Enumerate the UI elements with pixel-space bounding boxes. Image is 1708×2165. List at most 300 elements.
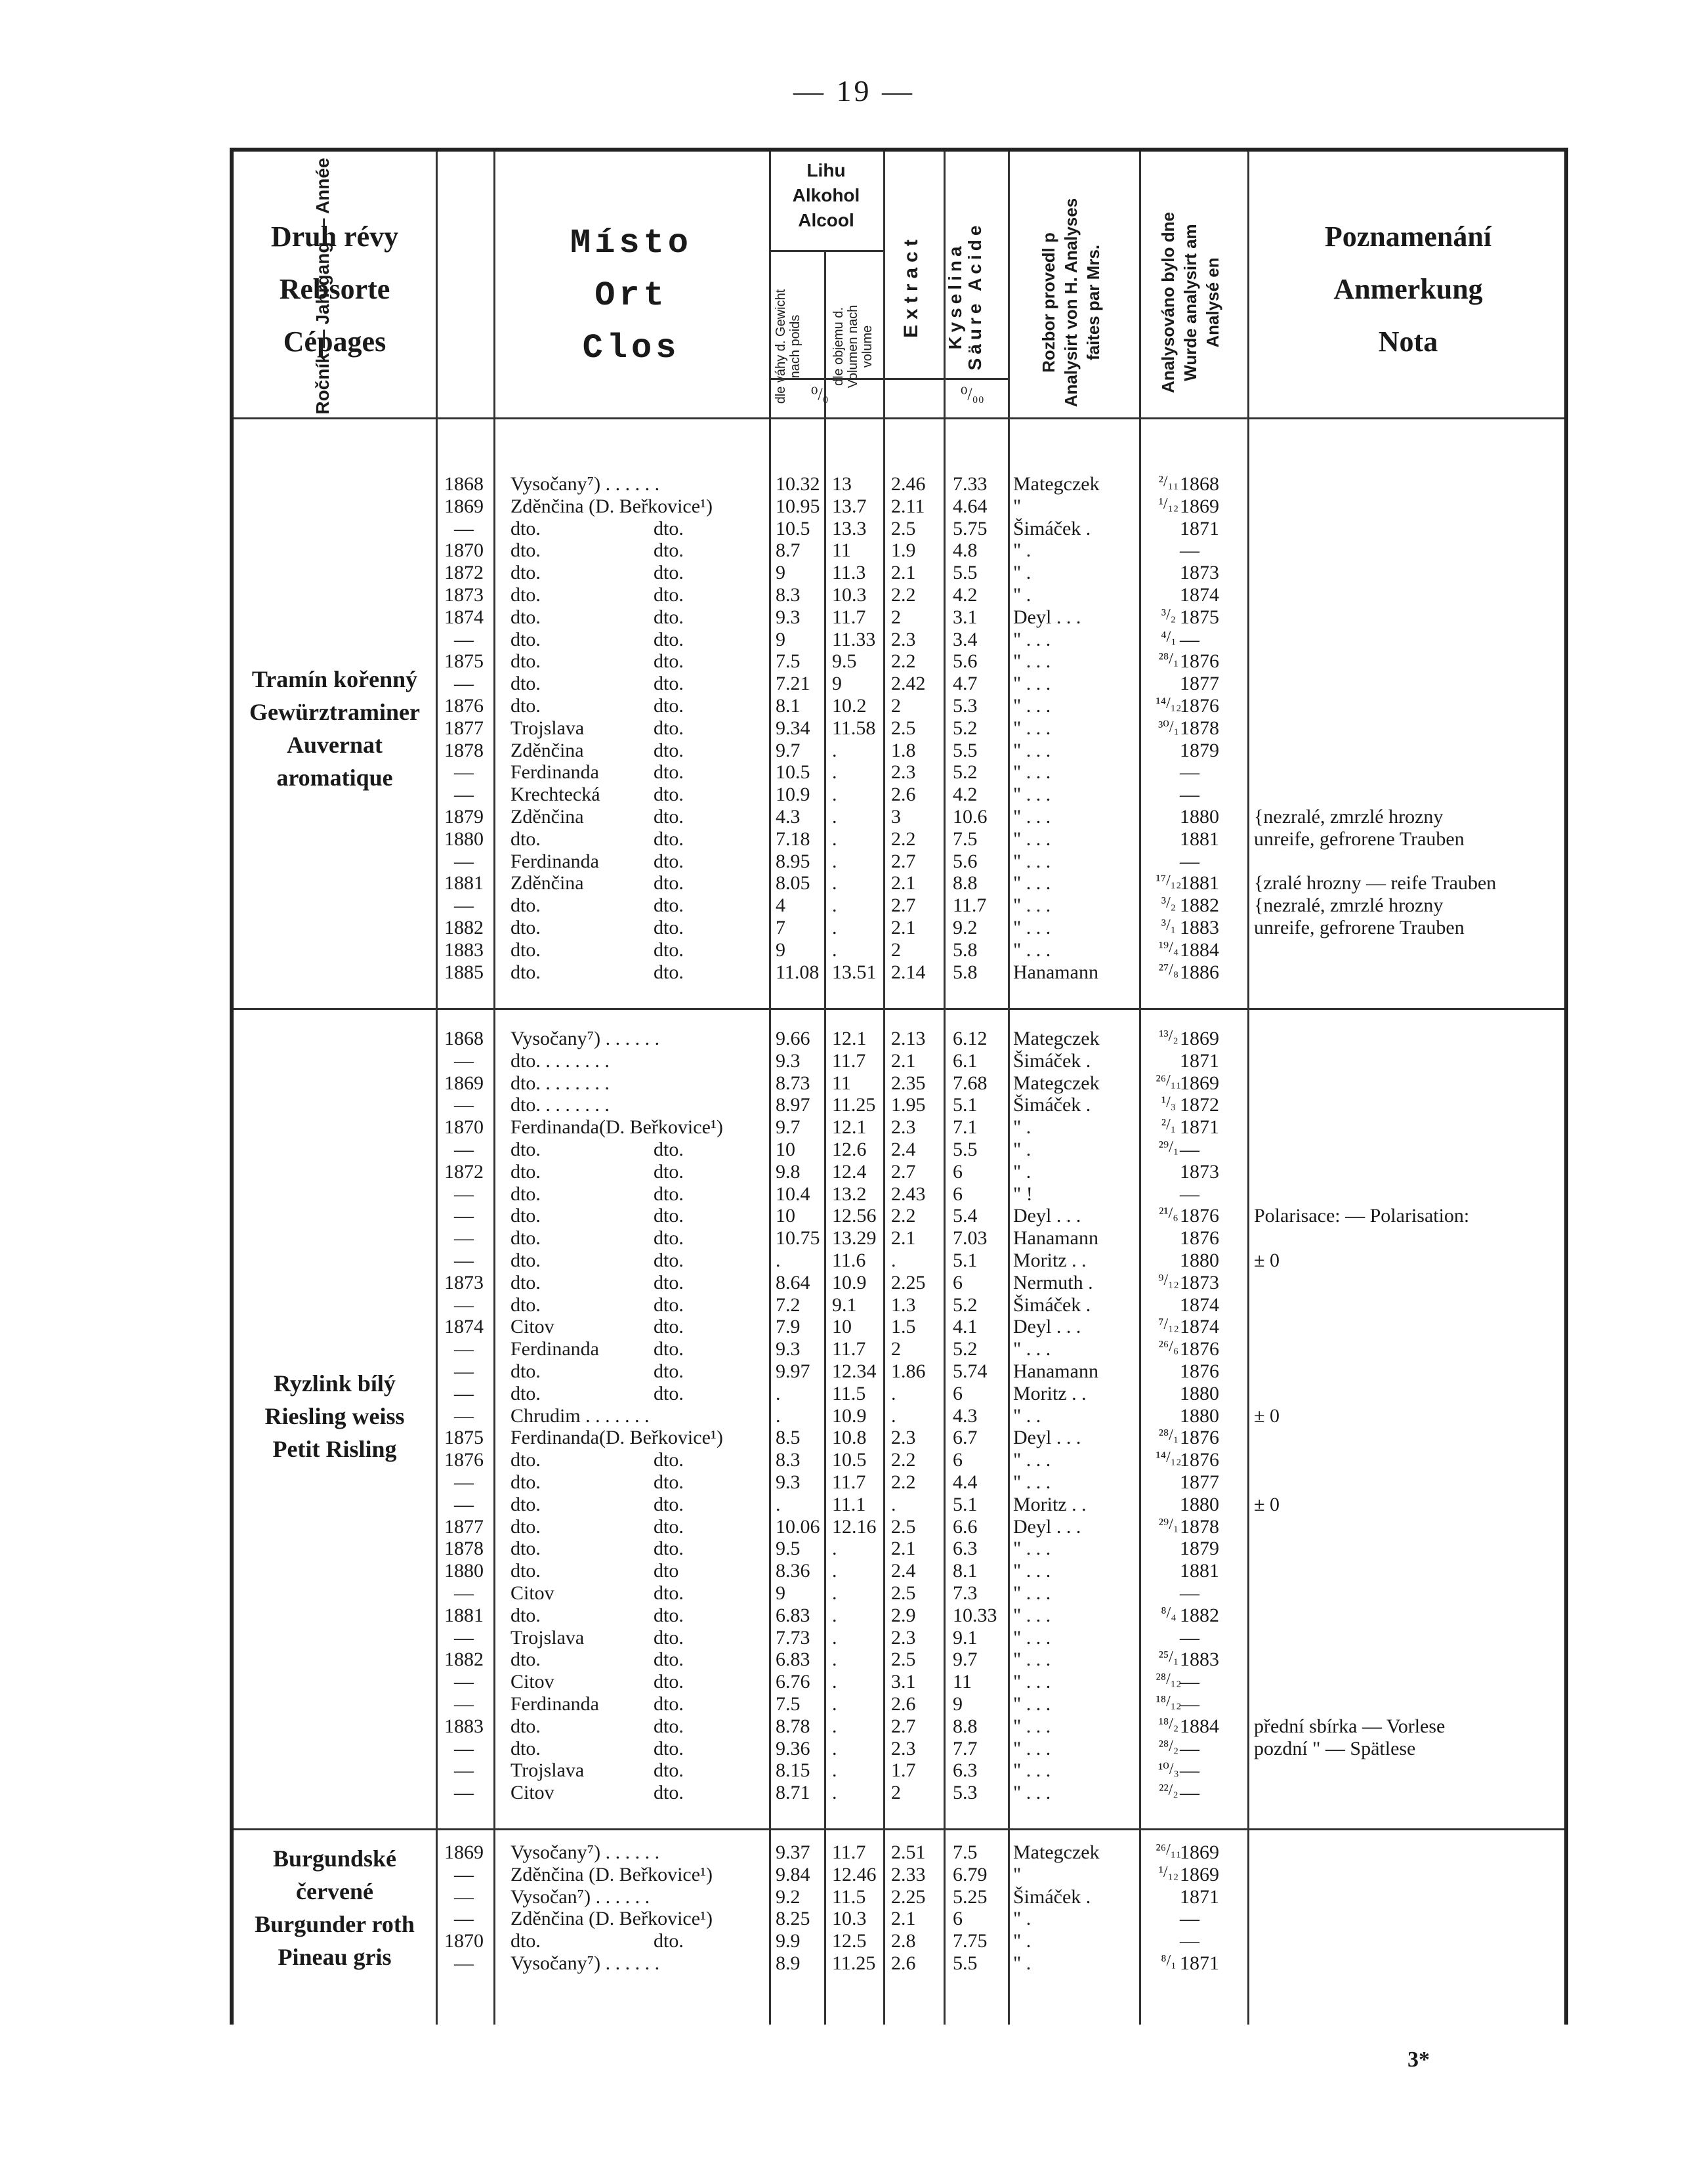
extract-cell: 2.33 [891,1863,926,1885]
alcohol-volume-cell: . [832,1582,837,1604]
acid-cell: 5.2 [953,1293,978,1316]
note-cell: unreife, gefrorene Trauben [1254,828,1465,850]
ort-cell: dto. [654,1493,684,1515]
place-cell: dto. [510,673,541,695]
analysis-year-cell: 1879 [1180,739,1219,761]
extract-cell: 2.5 [891,717,916,739]
year-cell: — [454,1404,474,1427]
analysis-year-cell: 1881 [1180,1560,1219,1582]
analyst-cell: " . . . [1013,761,1051,784]
extract-cell: . [891,1493,896,1515]
analyst-cell: " . . . [1013,1604,1051,1626]
analysis-date-cell: ¹³/₂ [1159,1028,1178,1045]
analysis-date-cell: ¹/₁₂ [1158,495,1179,513]
analysis-date-cell: ¹/₁₂ [1158,1863,1179,1881]
alcohol-volume-cell: 10.8 [832,1427,867,1449]
analysis-date-cell: ¹/₃ [1161,1094,1177,1112]
extract-cell: 2.3 [891,1116,916,1139]
acid-cell: 6 [953,1183,963,1205]
alcohol-weight-cell: 11.08 [776,961,820,983]
extract-cell: 2.1 [891,1538,916,1560]
place-cell: Trojslava [510,1759,585,1782]
ort-cell: dto. [654,1538,684,1560]
analysis-year-cell: — [1180,628,1199,650]
acid-cell: 4.64 [953,495,988,517]
analyst-cell: Hanamann [1013,1227,1098,1250]
extract-cell: 2.3 [891,628,916,650]
year-cell: — [454,1493,474,1515]
place-cell: dto. [510,917,541,938]
analysis-year-cell: — [1180,539,1199,562]
extract-cell: 1.3 [891,1293,916,1316]
variety-name: Tramín kořenný Gewürztraminer Auvernat aromatique [249,665,420,791]
extract-cell: 2.14 [891,961,926,983]
acid-cell: 4.7 [953,673,978,695]
alcohol-weight-cell: 9 [776,1582,785,1604]
year-cell: — [454,1863,474,1885]
analysis-year-cell: 1876 [1180,1427,1219,1449]
ort-cell: dto. [654,1160,684,1183]
header-rule [234,417,1564,419]
ort-cell: dto. [654,606,684,628]
year-cell: — [454,628,474,650]
col-rule [436,152,438,2025]
ort-cell: dto. [654,1604,684,1626]
acid-cell: 7.5 [953,1841,978,1863]
alcohol-volume-cell: . [832,1693,837,1715]
group-rule [234,1008,1564,1010]
ort-cell: dto. [654,1930,684,1952]
alcohol-volume-cell: 11.3 [832,562,866,584]
analysis-year-cell: — [1180,1671,1199,1693]
year-cell: 1885 [444,961,484,983]
alcohol-volume-cell: 11 [832,1072,851,1094]
extract-cell: 2.46 [891,473,926,495]
analysis-date-cell: ²⁶/₁₁ [1156,1841,1182,1859]
year-cell: 1873 [444,1271,484,1293]
alcohol-weight-cell: 10.06 [776,1515,820,1538]
analysis-year-cell: — [1180,850,1199,872]
extract-cell: 2.4 [891,1560,916,1582]
year-cell: 1870 [444,1116,484,1139]
extract-cell: 1.8 [891,739,916,761]
alcohol-weight-cell: 10.5 [776,517,810,539]
alcohol-weight-cell: 10 [776,1205,795,1227]
acid-cell: 6 [953,1382,963,1404]
place-cell: Vysočan⁷) . . . . . . [510,1885,650,1908]
alcohol-volume-cell: 12.1 [832,1116,867,1139]
acid-cell: 10.6 [953,806,988,828]
place-cell: dto. [510,584,541,606]
analysis-date-cell: ⁴/₁ [1161,628,1177,646]
analysis-year-cell: 1869 [1180,1028,1219,1049]
unit-percent: ⁰/₀ [811,385,829,404]
acid-cell: 5.1 [953,1493,978,1515]
analysis-date-cell: ⁸/₄ [1161,1604,1177,1622]
analyst-cell: Nermuth . [1013,1271,1093,1293]
header-dle-objemu: dle objemu d. Volumen nach volume [831,305,875,389]
place-cell: Chrudim . . . . . . . [510,1404,650,1427]
year-cell: 1870 [444,539,484,562]
ort-cell: dto. [654,1782,684,1804]
year-cell: 1874 [444,1316,484,1338]
analysis-date-cell: ¹⁴/₁₂ [1156,1449,1182,1467]
analyst-cell: Hanamann [1013,961,1098,983]
analysis-year-cell: 1874 [1180,1293,1219,1316]
analyst-cell: Mategczek [1013,1028,1100,1049]
alcohol-volume-cell: 11.5 [832,1885,866,1908]
alcohol-volume-cell: 11.33 [832,628,876,650]
analyst-cell: Šimáček . [1013,1094,1091,1116]
alcohol-volume-cell: 10 [832,1316,852,1338]
analysis-year-cell: 1875 [1180,606,1219,628]
alcohol-weight-cell: 9.66 [776,1028,810,1049]
acid-cell: 7.3 [953,1582,978,1604]
unit-permille: ⁰/₀₀ [961,385,984,404]
extract-cell: 1.7 [891,1759,916,1782]
year-cell: 1869 [444,495,484,517]
year-cell: — [454,1183,474,1205]
year-cell: — [454,1360,474,1382]
analyst-cell: " . [1013,1160,1031,1183]
ort-cell: dto. [654,1293,684,1316]
analyst-cell: " . . . [1013,784,1051,806]
alcohol-weight-cell: 8.73 [776,1072,810,1094]
alcohol-volume-cell: . [832,1782,837,1804]
note-cell: ± 0 [1254,1493,1280,1515]
year-cell: — [454,1885,474,1908]
alcohol-volume-cell: 12.56 [832,1205,877,1227]
year-cell: — [454,1293,474,1316]
place-cell: dto. [510,539,541,562]
extract-cell: 2.9 [891,1604,916,1626]
lihu-rule [769,250,883,252]
acid-cell: 5.2 [953,1338,978,1360]
alcohol-volume-cell: 12.1 [832,1028,867,1049]
acid-cell: 11.7 [953,894,987,917]
alcohol-volume-cell: . [832,739,837,761]
alcohol-weight-cell: 6.83 [776,1649,810,1671]
alcohol-volume-cell: . [832,872,837,894]
extract-cell: 2.1 [891,917,916,938]
extract-cell: 2.5 [891,1515,916,1538]
alcohol-weight-cell: 10.32 [776,473,820,495]
note-cell: {zralé hrozny — reife Trauben [1254,872,1497,894]
note-cell: pozdní " — Spätlese [1254,1737,1416,1759]
place-cell: Vysočany⁷) . . . . . . [510,1952,660,1974]
analysis-year-cell: 1884 [1180,1715,1219,1737]
alcohol-weight-cell: 10.75 [776,1227,820,1250]
analysis-year-cell: 1873 [1180,562,1219,584]
col-rule [493,152,495,2025]
alcohol-weight-cell: 8.9 [776,1952,801,1974]
year-cell: — [454,1139,474,1160]
place-cell: dto. . . . . . . . [510,1072,610,1094]
place-cell: dto. [510,1737,541,1759]
ort-cell: dto. [654,1271,684,1293]
analysis-date-cell: ²⁹/₁ [1158,1515,1179,1533]
ort-cell: dto. [654,1139,684,1160]
ort-cell: dto. [654,1471,684,1493]
group-rule [234,1828,1564,1830]
place-cell: dto. [510,1560,541,1582]
acid-cell: 6.12 [953,1028,988,1049]
analysis-date-cell: ²⁵/₁ [1158,1649,1179,1666]
place-cell: dto. [510,695,541,717]
place-cell: dto. [510,1515,541,1538]
place-cell: dto. [510,1382,541,1404]
place-cell: Zděnčina [510,872,584,894]
year-cell: 1872 [444,562,484,584]
acid-cell: 5.5 [953,562,978,584]
place-cell: Ferdinanda [510,1338,599,1360]
alcohol-weight-cell: . [776,1250,781,1271]
analyst-cell: " . [1013,1952,1031,1974]
analysis-year-cell: 1882 [1180,1604,1219,1626]
alcohol-weight-cell: 10.5 [776,761,810,784]
alcohol-weight-cell: . [776,1382,781,1404]
alcohol-volume-cell: 11.5 [832,1382,866,1404]
year-cell: — [454,673,474,695]
place-cell: dto. [510,1538,541,1560]
alcohol-volume-cell: 11.7 [832,1338,866,1360]
alcohol-weight-cell: 10.9 [776,784,810,806]
alcohol-weight-cell: 9 [776,938,785,961]
analysis-year-cell: 1869 [1180,1863,1219,1885]
analysis-date-cell: ²¹/₆ [1159,1205,1178,1223]
analysis-date-cell: ²/₁ [1161,1116,1177,1134]
header-kyselina: Kyselina Säure Acide [945,221,985,371]
extract-cell: . [891,1382,896,1404]
analyst-cell: " . [1013,1116,1031,1139]
alcohol-weight-cell: 4 [776,894,785,917]
wine-analysis-table [230,148,1568,2025]
analysis-year-cell: 1879 [1180,1538,1219,1560]
extract-cell: . [891,1250,896,1271]
year-cell: — [454,784,474,806]
acid-cell: 7.7 [953,1737,978,1759]
alcohol-weight-cell: 8.25 [776,1908,810,1930]
place-cell: Zděnčina (D. Beřkovice¹) [510,1863,713,1885]
alcohol-weight-cell: 4.3 [776,806,801,828]
analysis-year-cell: 1868 [1180,473,1219,495]
place-cell: dto. [510,1715,541,1737]
ort-cell: dto. [654,1671,684,1693]
alcohol-volume-cell: . [832,1626,837,1649]
extract-cell: 1.5 [891,1316,916,1338]
extract-cell: 2.7 [891,1715,916,1737]
extract-cell: 3.1 [891,1671,916,1693]
alcohol-volume-cell: 11 [832,539,851,562]
extract-cell: 2.4 [891,1139,916,1160]
extract-cell: 2.3 [891,1427,916,1449]
analysis-year-cell: 1873 [1180,1271,1219,1293]
alcohol-weight-cell: 10.95 [776,495,820,517]
extract-cell: 2.5 [891,1582,916,1604]
acid-cell: 5.2 [953,717,978,739]
analyst-cell: " . . . [1013,850,1051,872]
analyst-cell: " . . . [1013,1693,1051,1715]
extract-cell: 2.1 [891,1908,916,1930]
col-rule [769,152,771,2025]
year-cell: 1868 [444,473,484,495]
ort-cell: dto. [654,1737,684,1759]
alcohol-volume-cell: . [832,1715,837,1737]
place-cell: dto. [510,1250,541,1271]
analyst-cell: Moritz . . [1013,1250,1087,1271]
year-cell: — [454,1908,474,1930]
year-cell: — [454,1205,474,1227]
alcohol-weight-cell: 8.3 [776,1449,801,1471]
alcohol-weight-cell: 9.9 [776,1930,801,1952]
alcohol-volume-cell: 13 [832,473,852,495]
analyst-cell: " . . . [1013,673,1051,695]
analyst-cell: " . . . [1013,917,1051,938]
extract-cell: 2.7 [891,1160,916,1183]
analyst-cell: " [1013,495,1022,517]
extract-cell: 2 [891,938,901,961]
alcohol-weight-cell: 8.97 [776,1094,810,1116]
analysis-year-cell: 1882 [1180,894,1219,917]
place-cell: Citov [510,1582,554,1604]
alcohol-volume-cell: 12.4 [832,1160,867,1183]
alcohol-volume-cell: . [832,806,837,828]
analyst-cell: Šimáček . [1013,517,1091,539]
place-cell: Zděnčina [510,806,584,828]
alcohol-volume-cell: . [832,1538,837,1560]
alcohol-weight-cell: 8.95 [776,850,810,872]
alcohol-volume-cell: 11.7 [832,1049,866,1072]
analysis-date-cell: ⁷/₁₂ [1158,1316,1179,1334]
place-cell: Vysočany⁷) . . . . . . [510,473,660,495]
analyst-cell: " . [1013,539,1031,562]
analyst-cell: " . . . [1013,1649,1051,1671]
analysis-date-cell: ³⁰/₁ [1158,718,1179,736]
alcohol-weight-cell: 9 [776,628,785,650]
alcohol-weight-cell: 7 [776,917,785,938]
year-cell: 1878 [444,1538,484,1560]
place-cell: dto. . . . . . . . [510,1049,610,1072]
analysis-date-cell: ²⁸/₂ [1158,1737,1179,1755]
acid-cell: 10.33 [953,1604,997,1626]
year-cell: — [454,1582,474,1604]
year-cell: — [454,1737,474,1759]
analysis-year-cell: — [1180,1759,1199,1782]
alcohol-weight-cell: 9.3 [776,606,801,628]
year-cell: — [454,1693,474,1715]
year-cell: — [454,1049,474,1072]
place-cell: dto. [510,1160,541,1183]
ort-cell: dto. [654,1693,684,1715]
analyst-cell: Mategczek [1013,1841,1100,1863]
analysis-year-cell: 1881 [1180,828,1219,850]
extract-cell: 2.2 [891,828,916,850]
extract-cell: 2.25 [891,1885,926,1908]
place-cell: dto. [510,938,541,961]
year-cell: 1880 [444,1560,484,1582]
header-misto: Místo Ort Clos [570,224,693,368]
place-cell: dto. [510,650,541,673]
year-cell: 1870 [444,1930,484,1952]
analysis-year-cell: 1878 [1180,1515,1219,1538]
acid-cell: 8.8 [953,1715,978,1737]
year-cell: 1876 [444,695,484,717]
alcohol-volume-cell: 11.25 [832,1952,876,1974]
place-cell: dto. [510,1183,541,1205]
alcohol-weight-cell: 7.5 [776,1693,801,1715]
alcohol-volume-cell: 13.7 [832,495,867,517]
alcohol-volume-cell: 10.2 [832,695,867,717]
acid-cell: 5.6 [953,650,978,673]
extract-cell: 2.42 [891,673,926,695]
alcohol-weight-cell: 9.8 [776,1160,801,1183]
place-cell: Vysočany⁷) . . . . . . [510,1028,660,1049]
analyst-cell: " . . . [1013,1671,1051,1693]
analyst-cell: " . . . [1013,739,1051,761]
place-cell: Krechtecká [510,784,600,806]
place-cell: Ferdinanda(D. Beřkovice¹) [510,1116,723,1139]
ort-cell: dto. [654,695,684,717]
analysis-year-cell: — [1180,784,1199,806]
analysis-date-cell: ²⁸/₁ [1158,650,1179,668]
analysis-year-cell: — [1180,1693,1199,1715]
analysis-date-cell: ²⁸/₁₂ [1156,1671,1182,1689]
analysis-year-cell: 1872 [1180,1094,1219,1116]
ort-cell: dto. [654,717,684,739]
extract-cell: 2.2 [891,1449,916,1471]
alcohol-weight-cell: 8.7 [776,539,801,562]
acid-cell: 6.1 [953,1049,978,1072]
place-cell: Vysočany⁷) . . . . . . [510,1841,660,1863]
acid-cell: 8.8 [953,872,978,894]
alcohol-volume-cell: . [832,1737,837,1759]
analyst-cell: " . . . [1013,938,1051,961]
alcohol-volume-cell: 13.3 [832,517,867,539]
acid-cell: 7.1 [953,1116,978,1139]
analysis-year-cell: 1874 [1180,1316,1219,1338]
acid-cell: 4.3 [953,1404,978,1427]
extract-cell: 2.1 [891,562,916,584]
extract-cell: 2.2 [891,584,916,606]
analysis-date-cell: ³/₂ [1161,894,1177,912]
analyst-cell: " . . [1013,1404,1041,1427]
acid-cell: 11 [953,1671,972,1693]
alcohol-volume-cell: . [832,1649,837,1671]
analysis-year-cell: 1881 [1180,872,1219,894]
analysis-year-cell: 1876 [1180,1360,1219,1382]
ort-cell: dto. [654,517,684,539]
acid-cell: 5.2 [953,761,978,784]
analysis-date-cell: ¹⁷/₁₂ [1156,872,1182,890]
alcohol-volume-cell: 10.5 [832,1449,867,1471]
extract-cell: 2.51 [891,1841,926,1863]
extract-cell: 2 [891,1782,901,1804]
analysis-year-cell: — [1180,761,1199,784]
header-lihu: Lihu Alkohol Alcool [792,160,860,230]
ort-cell: dto. [654,784,684,806]
ort-cell: dto. [654,850,684,872]
alcohol-weight-cell: 9.3 [776,1338,801,1360]
year-cell: 1879 [444,806,484,828]
extract-cell: 2.6 [891,1952,916,1974]
extract-cell: 2.8 [891,1930,916,1952]
ort-cell: dto. [654,1449,684,1471]
place-cell: Ferdinanda(D. Beřkovice¹) [510,1427,723,1449]
ort-cell: dto. [654,1316,684,1338]
ort-cell: dto. [654,1715,684,1737]
analysis-year-cell: 1874 [1180,584,1219,606]
acid-cell: 8.1 [953,1560,978,1582]
